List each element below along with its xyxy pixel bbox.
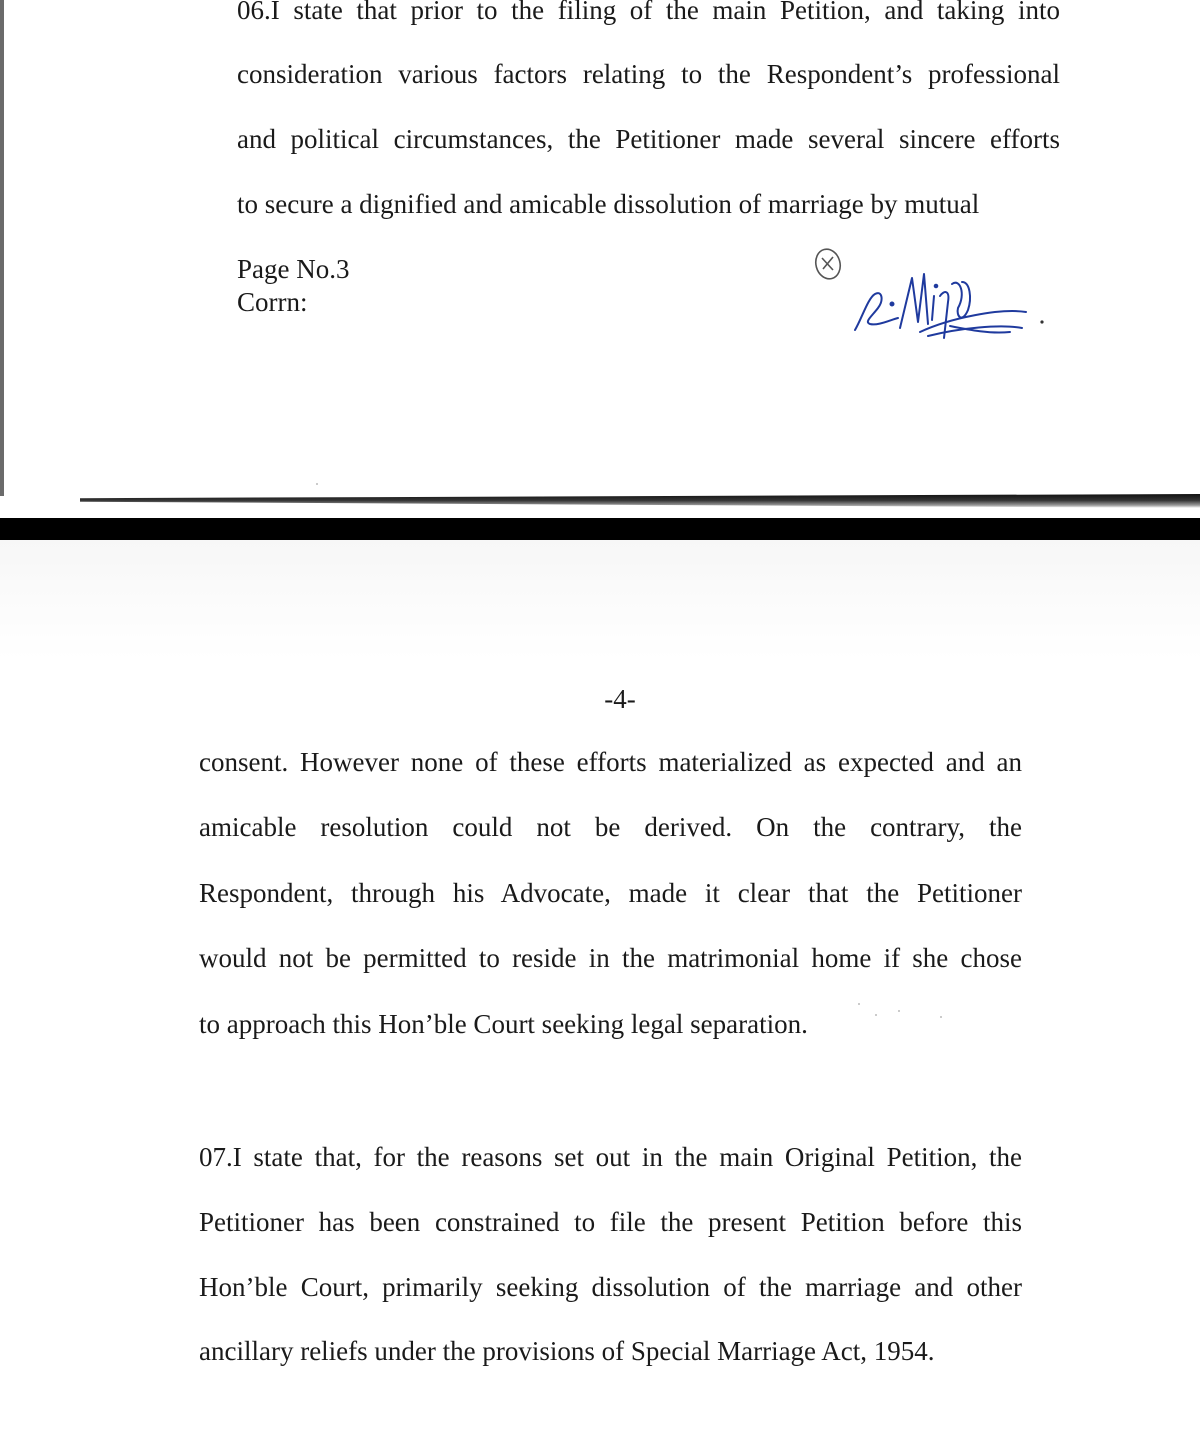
scan-speck (898, 1010, 900, 1012)
corrections-label: Corrn: (237, 287, 308, 317)
scan-speck (875, 1014, 877, 1016)
page-4-top-section (0, 540, 1200, 1443)
paragraph-line: amicable resolution could not be derived. On the contrary, the (199, 812, 1022, 842)
page-number-label: Page No.3 (237, 254, 350, 284)
paragraph-line: Respondent, through his Advocate, made it clear that the Petitioner (199, 878, 1022, 908)
paragraph-line: Hon’ble Court, primarily seeking dissolution of the marriage and other (199, 1272, 1022, 1302)
page-3-bottom-section (0, 0, 1200, 518)
paragraph-line: to secure a dignified and amicable dissolution of marriage by mutual (237, 189, 980, 219)
paragraph-line: consent. However none of these efforts materialized as expected and an (199, 747, 1022, 777)
page-number: -4- (604, 684, 636, 714)
paragraph-line: consideration various factors relating to the Respondent’s professional (237, 59, 1060, 89)
paragraph-line: to approach this Hon’ble Court seeking legal separation. (199, 1009, 808, 1039)
page-shadow-edge (80, 494, 1200, 508)
signature (800, 238, 1050, 348)
paragraph-line: Petitioner has been constrained to file the present Petition before this (199, 1207, 1022, 1237)
scan-speck (940, 1016, 942, 1018)
signature-icon (800, 238, 1050, 348)
page-divider-bar (0, 518, 1200, 540)
paragraph-line: would not be permitted to reside in the matrimonial home if she chose (199, 943, 1022, 973)
paragraph-line: 07.I state that, for the reasons set out in the main Original Petition, the (199, 1142, 1022, 1172)
paragraph-line: 06.I state that prior to the filing of the main Petition, and taking into (237, 0, 1060, 25)
scan-speck (316, 483, 318, 485)
scan-page-edge (0, 0, 4, 496)
paragraph-line: and political circumstances, the Petitioner made several sincere efforts (237, 124, 1060, 154)
scan-speck (858, 1003, 860, 1005)
paragraph-line: ancillary reliefs under the provisions of Special Marriage Act, 1954. (199, 1336, 935, 1366)
